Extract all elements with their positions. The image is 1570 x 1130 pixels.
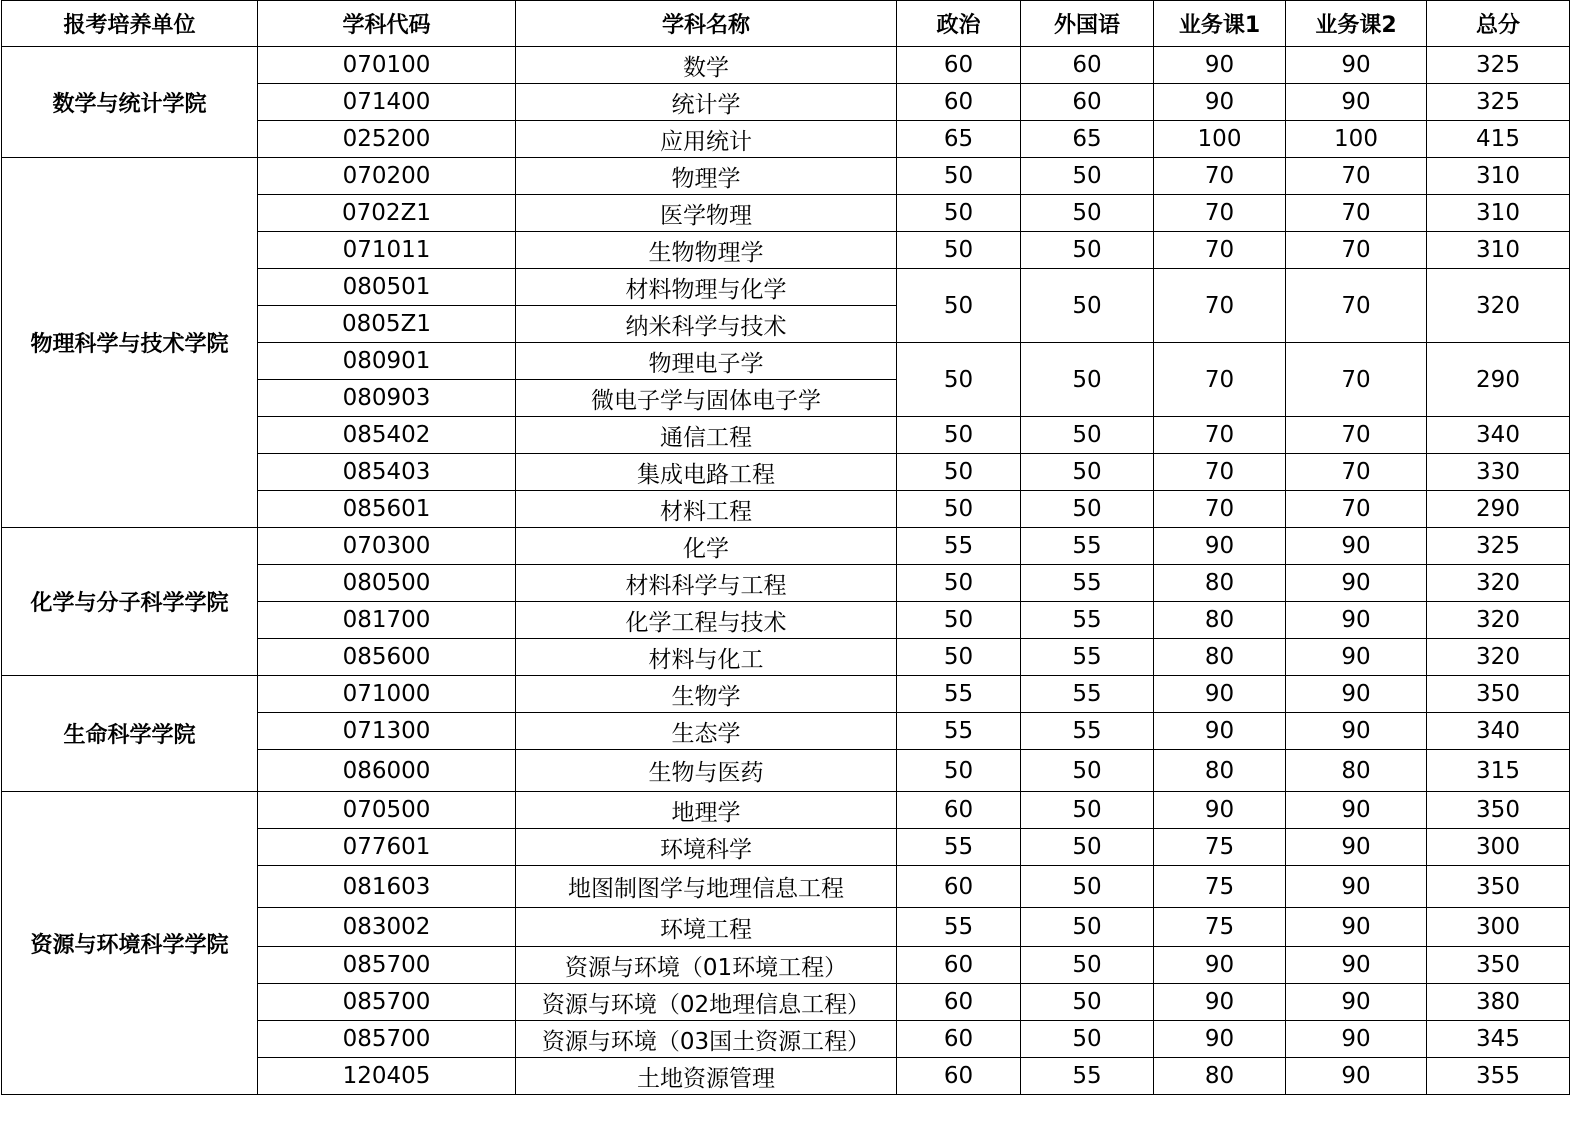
politics-cell: 55 xyxy=(897,713,1021,750)
course2-cell: 70 xyxy=(1286,454,1427,491)
unit-name: 化学与分子科学学院 xyxy=(2,528,258,676)
subject-cell: 材料工程 xyxy=(516,491,897,528)
course1-cell: 80 xyxy=(1154,565,1286,602)
politics-cell: 60 xyxy=(897,947,1021,984)
header-unit: 报考培养单位 xyxy=(2,1,258,47)
politics-cell: 55 xyxy=(897,676,1021,713)
course2-cell: 70 xyxy=(1286,158,1427,195)
header-foreign: 外国语 xyxy=(1021,1,1154,47)
code-cell: 071000 xyxy=(258,676,516,713)
total-cell: 325 xyxy=(1427,47,1570,84)
table-row xyxy=(2,528,1570,565)
subject-cell: 地图制图学与地理信息工程 xyxy=(516,866,897,908)
code-cell: 085403 xyxy=(258,454,516,491)
course2-cell: 90 xyxy=(1286,528,1427,565)
total-cell: 350 xyxy=(1427,676,1570,713)
total-cell: 310 xyxy=(1427,195,1570,232)
foreign-cell: 50 xyxy=(1021,491,1154,528)
subject-cell: 物理电子学 xyxy=(516,343,897,380)
code-cell: 080501 xyxy=(258,269,516,306)
subject-cell: 生物物理学 xyxy=(516,232,897,269)
politics-cell: 55 xyxy=(897,908,1021,947)
total-cell: 325 xyxy=(1427,528,1570,565)
total-cell: 340 xyxy=(1427,713,1570,750)
unit-name: 物理科学与技术学院 xyxy=(2,158,258,528)
foreign-cell: 50 xyxy=(1021,750,1154,792)
code-cell: 085700 xyxy=(258,984,516,1021)
foreign-cell: 50 xyxy=(1021,343,1154,417)
foreign-cell: 50 xyxy=(1021,947,1154,984)
subject-cell: 应用统计 xyxy=(516,121,897,158)
code-cell: 120405 xyxy=(258,1058,516,1095)
politics-cell: 60 xyxy=(897,47,1021,84)
foreign-cell: 50 xyxy=(1021,232,1154,269)
total-cell: 315 xyxy=(1427,750,1570,792)
course1-cell: 90 xyxy=(1154,1021,1286,1058)
course1-cell: 80 xyxy=(1154,602,1286,639)
subject-cell: 材料物理与化学 xyxy=(516,269,897,306)
course1-cell: 80 xyxy=(1154,639,1286,676)
subject-cell: 统计学 xyxy=(516,84,897,121)
foreign-cell: 50 xyxy=(1021,1021,1154,1058)
table-row xyxy=(2,792,1570,829)
politics-cell: 50 xyxy=(897,454,1021,491)
subject-cell: 数学 xyxy=(516,47,897,84)
total-cell: 320 xyxy=(1427,269,1570,343)
foreign-cell: 65 xyxy=(1021,121,1154,158)
subject-cell: 生态学 xyxy=(516,713,897,750)
course1-cell: 70 xyxy=(1154,195,1286,232)
foreign-cell: 50 xyxy=(1021,417,1154,454)
politics-cell: 60 xyxy=(897,84,1021,121)
course2-cell: 90 xyxy=(1286,829,1427,866)
course2-cell: 90 xyxy=(1286,639,1427,676)
course1-cell: 70 xyxy=(1154,343,1286,417)
total-cell: 380 xyxy=(1427,984,1570,1021)
header-code: 学科代码 xyxy=(258,1,516,47)
total-cell: 310 xyxy=(1427,232,1570,269)
total-cell: 330 xyxy=(1427,454,1570,491)
subject-cell: 医学物理 xyxy=(516,195,897,232)
foreign-cell: 55 xyxy=(1021,676,1154,713)
header-row xyxy=(2,1,1570,47)
subject-cell: 化学 xyxy=(516,528,897,565)
course1-cell: 90 xyxy=(1154,47,1286,84)
subject-cell: 集成电路工程 xyxy=(516,454,897,491)
politics-cell: 50 xyxy=(897,565,1021,602)
foreign-cell: 50 xyxy=(1021,829,1154,866)
politics-cell: 60 xyxy=(897,984,1021,1021)
course2-cell: 90 xyxy=(1286,984,1427,1021)
code-cell: 085700 xyxy=(258,1021,516,1058)
total-cell: 290 xyxy=(1427,491,1570,528)
subject-cell: 资源与环境（03国土资源工程） xyxy=(516,1021,897,1058)
course2-cell: 70 xyxy=(1286,195,1427,232)
code-cell: 0805Z1 xyxy=(258,306,516,343)
code-cell: 080500 xyxy=(258,565,516,602)
total-cell: 325 xyxy=(1427,84,1570,121)
politics-cell: 50 xyxy=(897,417,1021,454)
politics-cell: 60 xyxy=(897,792,1021,829)
foreign-cell: 50 xyxy=(1021,866,1154,908)
course1-cell: 90 xyxy=(1154,792,1286,829)
foreign-cell: 50 xyxy=(1021,984,1154,1021)
table-row xyxy=(2,676,1570,713)
course2-cell: 70 xyxy=(1286,232,1427,269)
foreign-cell: 50 xyxy=(1021,269,1154,343)
course2-cell: 70 xyxy=(1286,491,1427,528)
total-cell: 320 xyxy=(1427,639,1570,676)
course2-cell: 70 xyxy=(1286,343,1427,417)
total-cell: 350 xyxy=(1427,947,1570,984)
table-row xyxy=(2,47,1570,84)
header-subject: 学科名称 xyxy=(516,1,897,47)
subject-cell: 资源与环境（02地理信息工程） xyxy=(516,984,897,1021)
score-table xyxy=(1,0,1570,1095)
unit-name: 数学与统计学院 xyxy=(2,47,258,158)
politics-cell: 50 xyxy=(897,158,1021,195)
total-cell: 300 xyxy=(1427,908,1570,947)
politics-cell: 50 xyxy=(897,343,1021,417)
code-cell: 083002 xyxy=(258,908,516,947)
table-row xyxy=(2,158,1570,195)
course1-cell: 90 xyxy=(1154,528,1286,565)
course1-cell: 70 xyxy=(1154,454,1286,491)
code-cell: 086000 xyxy=(258,750,516,792)
course1-cell: 90 xyxy=(1154,676,1286,713)
code-cell: 081603 xyxy=(258,866,516,908)
foreign-cell: 50 xyxy=(1021,158,1154,195)
header-politics: 政治 xyxy=(897,1,1021,47)
politics-cell: 50 xyxy=(897,195,1021,232)
code-cell: 077601 xyxy=(258,829,516,866)
course2-cell: 90 xyxy=(1286,1058,1427,1095)
total-cell: 300 xyxy=(1427,829,1570,866)
code-cell: 070500 xyxy=(258,792,516,829)
politics-cell: 55 xyxy=(897,829,1021,866)
course2-cell: 90 xyxy=(1286,676,1427,713)
course1-cell: 80 xyxy=(1154,1058,1286,1095)
header-total: 总分 xyxy=(1427,1,1570,47)
politics-cell: 50 xyxy=(897,269,1021,343)
code-cell: 071300 xyxy=(258,713,516,750)
politics-cell: 60 xyxy=(897,866,1021,908)
politics-cell: 65 xyxy=(897,121,1021,158)
course2-cell: 90 xyxy=(1286,84,1427,121)
subject-cell: 生物与医药 xyxy=(516,750,897,792)
subject-cell: 环境科学 xyxy=(516,829,897,866)
header-course2: 业务课2 xyxy=(1286,1,1427,47)
course2-cell: 90 xyxy=(1286,47,1427,84)
total-cell: 415 xyxy=(1427,121,1570,158)
course2-cell: 90 xyxy=(1286,713,1427,750)
code-cell: 080901 xyxy=(258,343,516,380)
code-cell: 071011 xyxy=(258,232,516,269)
foreign-cell: 50 xyxy=(1021,454,1154,491)
total-cell: 345 xyxy=(1427,1021,1570,1058)
course2-cell: 70 xyxy=(1286,417,1427,454)
course1-cell: 70 xyxy=(1154,232,1286,269)
code-cell: 0702Z1 xyxy=(258,195,516,232)
unit-name: 生命科学学院 xyxy=(2,676,258,792)
code-cell: 071400 xyxy=(258,84,516,121)
politics-cell: 50 xyxy=(897,232,1021,269)
politics-cell: 50 xyxy=(897,750,1021,792)
code-cell: 085700 xyxy=(258,947,516,984)
code-cell: 081700 xyxy=(258,602,516,639)
course1-cell: 70 xyxy=(1154,417,1286,454)
politics-cell: 50 xyxy=(897,602,1021,639)
code-cell: 080903 xyxy=(258,380,516,417)
course1-cell: 75 xyxy=(1154,829,1286,866)
subject-cell: 微电子学与固体电子学 xyxy=(516,380,897,417)
foreign-cell: 60 xyxy=(1021,84,1154,121)
course1-cell: 90 xyxy=(1154,84,1286,121)
foreign-cell: 60 xyxy=(1021,47,1154,84)
course2-cell: 80 xyxy=(1286,750,1427,792)
total-cell: 355 xyxy=(1427,1058,1570,1095)
politics-cell: 50 xyxy=(897,639,1021,676)
subject-cell: 材料科学与工程 xyxy=(516,565,897,602)
course2-cell: 90 xyxy=(1286,947,1427,984)
code-cell: 070200 xyxy=(258,158,516,195)
foreign-cell: 50 xyxy=(1021,792,1154,829)
course1-cell: 100 xyxy=(1154,121,1286,158)
foreign-cell: 55 xyxy=(1021,565,1154,602)
subject-cell: 生物学 xyxy=(516,676,897,713)
total-cell: 350 xyxy=(1427,792,1570,829)
course1-cell: 90 xyxy=(1154,984,1286,1021)
foreign-cell: 55 xyxy=(1021,528,1154,565)
course2-cell: 90 xyxy=(1286,602,1427,639)
politics-cell: 60 xyxy=(897,1021,1021,1058)
politics-cell: 50 xyxy=(897,491,1021,528)
course2-cell: 90 xyxy=(1286,908,1427,947)
total-cell: 310 xyxy=(1427,158,1570,195)
code-cell: 085600 xyxy=(258,639,516,676)
course2-cell: 90 xyxy=(1286,1021,1427,1058)
politics-cell: 60 xyxy=(897,1058,1021,1095)
total-cell: 290 xyxy=(1427,343,1570,417)
subject-cell: 化学工程与技术 xyxy=(516,602,897,639)
course2-cell: 90 xyxy=(1286,565,1427,602)
total-cell: 340 xyxy=(1427,417,1570,454)
subject-cell: 物理学 xyxy=(516,158,897,195)
code-cell: 070100 xyxy=(258,47,516,84)
code-cell: 025200 xyxy=(258,121,516,158)
course2-cell: 90 xyxy=(1286,792,1427,829)
politics-cell: 55 xyxy=(897,528,1021,565)
subject-cell: 通信工程 xyxy=(516,417,897,454)
code-cell: 085601 xyxy=(258,491,516,528)
course1-cell: 70 xyxy=(1154,158,1286,195)
course1-cell: 75 xyxy=(1154,866,1286,908)
foreign-cell: 50 xyxy=(1021,908,1154,947)
course1-cell: 70 xyxy=(1154,491,1286,528)
unit-name: 资源与环境科学学院 xyxy=(2,792,258,1095)
foreign-cell: 55 xyxy=(1021,602,1154,639)
course1-cell: 90 xyxy=(1154,713,1286,750)
foreign-cell: 55 xyxy=(1021,1058,1154,1095)
foreign-cell: 50 xyxy=(1021,195,1154,232)
course2-cell: 100 xyxy=(1286,121,1427,158)
total-cell: 320 xyxy=(1427,565,1570,602)
course1-cell: 70 xyxy=(1154,269,1286,343)
course2-cell: 70 xyxy=(1286,269,1427,343)
subject-cell: 材料与化工 xyxy=(516,639,897,676)
total-cell: 350 xyxy=(1427,866,1570,908)
code-cell: 070300 xyxy=(258,528,516,565)
foreign-cell: 55 xyxy=(1021,639,1154,676)
course2-cell: 90 xyxy=(1286,866,1427,908)
total-cell: 320 xyxy=(1427,602,1570,639)
code-cell: 085402 xyxy=(258,417,516,454)
course1-cell: 80 xyxy=(1154,750,1286,792)
header-course1: 业务课1 xyxy=(1154,1,1286,47)
course1-cell: 75 xyxy=(1154,908,1286,947)
subject-cell: 土地资源管理 xyxy=(516,1058,897,1095)
subject-cell: 环境工程 xyxy=(516,908,897,947)
subject-cell: 资源与环境（01环境工程） xyxy=(516,947,897,984)
course1-cell: 90 xyxy=(1154,947,1286,984)
subject-cell: 纳米科学与技术 xyxy=(516,306,897,343)
subject-cell: 地理学 xyxy=(516,792,897,829)
foreign-cell: 55 xyxy=(1021,713,1154,750)
